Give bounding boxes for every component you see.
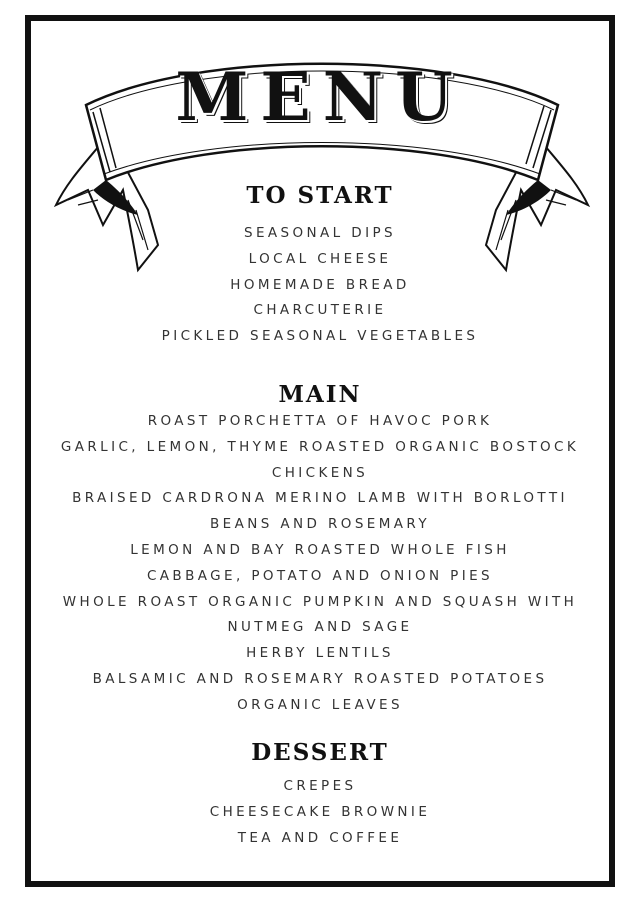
- list-item: WHOLE ROAST ORGANIC PUMPKIN AND SQUASH WITH: [62, 593, 578, 610]
- main-list: [0, 409, 640, 719]
- list-item: PICKLED SEASONAL VEGETABLES: [161, 328, 479, 345]
- list-item: NUTMEG AND SAGE: [227, 619, 413, 636]
- list-item: ORGANIC LEAVES: [237, 696, 403, 713]
- section-heading-dessert: DESSERT: [251, 739, 389, 766]
- list-item: SEASONAL DIPS: [244, 225, 396, 241]
- list-item: CREPES: [283, 778, 357, 794]
- section-heading-to-start: TO START: [246, 182, 394, 209]
- section-heading-main: MAIN: [278, 381, 362, 408]
- list-item: BEANS AND ROSEMARY: [210, 516, 430, 533]
- list-item: TEA AND COFFEE: [237, 829, 403, 846]
- dessert-list: [0, 774, 640, 851]
- list-item: CHEESECAKE BROWNIE: [209, 803, 431, 820]
- list-item: CHICKENS: [271, 464, 369, 481]
- list-item: BRAISED CARDRONA MERINO LAMB WITH BORLOTTI: [72, 490, 568, 507]
- list-item: CABBAGE, POTATO AND ONION PIES: [146, 567, 494, 584]
- list-item: CHARCUTERIE: [253, 302, 387, 319]
- list-item: GARLIC, LEMON, THYME ROASTED ORGANIC BOSTOCK: [60, 438, 580, 455]
- list-item: HERBY LENTILS: [246, 645, 394, 662]
- list-item: ROAST PORCHETTA OF HAVOC PORK: [147, 413, 493, 429]
- to-start-list: [0, 221, 640, 350]
- list-item: HOMEMADE BREAD: [230, 276, 410, 293]
- list-item: BALSAMIC AND ROSEMARY ROASTED POTATOES: [92, 670, 548, 687]
- page-title: MENU: [175, 58, 465, 136]
- list-item: LOCAL CHEESE: [248, 250, 392, 267]
- list-item: LEMON AND BAY ROASTED WHOLE FISH: [130, 541, 510, 558]
